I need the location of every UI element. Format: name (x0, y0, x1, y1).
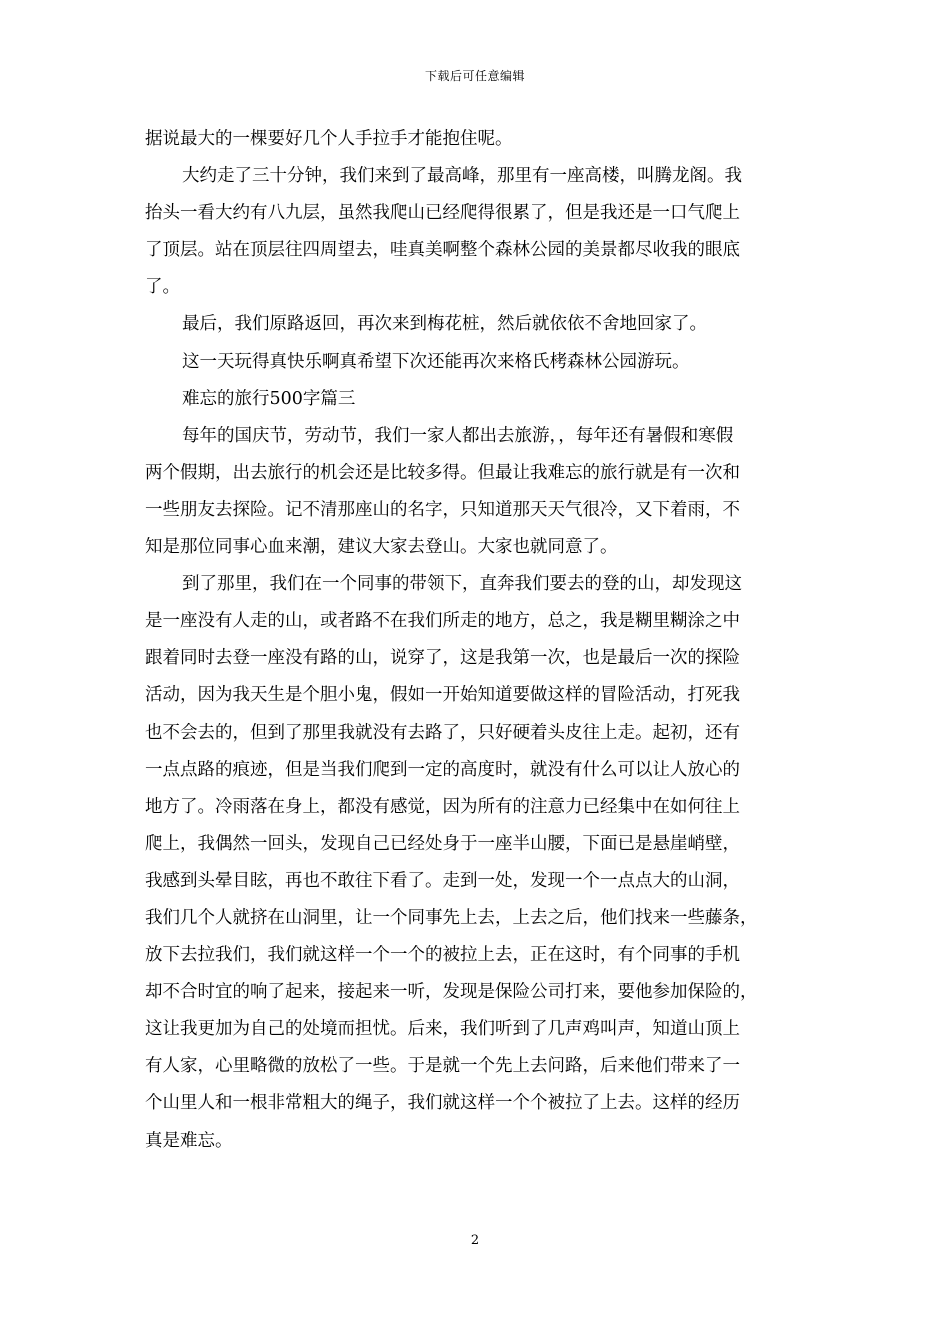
paragraph-first-line: 到了那里，我们在一个同事的带领下，直奔我们要去的登的山，却发现这 (182, 574, 742, 595)
text-line: 个山里人和一根非常粗大的绳子，我们就这样一个个被拉了上去。这样的经历 (145, 1093, 740, 1114)
text-line: 爬上，我偶然一回头，发现自己已经处身于一座半山腰，下面已是悬崖峭壁， (145, 833, 740, 854)
document-body (145, 121, 807, 1160)
text-line: 我感到头晕目眩，再也不敢往下看了。走到一处，发现一个一点点大的山洞， (145, 870, 740, 891)
text-line: 活动，因为我天生是个胆小鬼，假如一开始知道要做这样的冒险活动，打死我 (145, 685, 740, 706)
text-line: 却不合时宜的响了起来，接起来一听，发现是保险公司打来，要他参加保险的， (145, 982, 758, 1003)
text-line: 真是难忘。 (145, 1130, 233, 1151)
text-line: 两个假期，出去旅行的机会还是比较多得。但最让我难忘的旅行就是有一次和 (145, 462, 740, 483)
text-line: 是一座没有人走的山，或者路不在我们所走的地方，总之，我是糊里糊涂之中 (145, 611, 740, 632)
text-line: 也不会去的，但到了那里我就没有去路了，只好硬着头皮往上走。起初，还有 (145, 722, 740, 743)
text-line: 跟着同时去登一座没有路的山，说穿了，这是我第一次，也是最后一次的探险 (145, 648, 740, 669)
text-line: 我们几个人就挤在山洞里，让一个同事先上去，上去之后，他们找来一些藤条， (145, 907, 758, 928)
text-line: 这让我更加为自己的处境而担忧。后来，我们听到了几声鸡叫声，知道山顶上 (145, 1019, 740, 1040)
paragraph-first-line: 这一天玩得真快乐啊真希望下次还能再次来格氏栲森林公园游玩。 (182, 351, 690, 372)
text-line: 一点点路的痕迹，但是当我们爬到一定的高度时，就没有什么可以让人放心的 (145, 759, 740, 780)
text-line: 一些朋友去探险。记不清那座山的名字，只知道那天天气很冷，又下着雨，不 (145, 499, 740, 520)
text-line: 知是那位同事心血来潮，建议大家去登山。大家也就同意了。 (145, 537, 618, 558)
page-header: 下载后可任意编辑 (424, 69, 525, 83)
text-line: 有人家，心里略微的放松了一些。于是就一个先上去问路，后来他们带来了一 (145, 1056, 740, 1077)
paragraph-first-line: 最后，我们原路返回，再次来到梅花桩，然后就依依不舍地回家了。 (182, 314, 707, 335)
text-line: 抬头一看大约有八九层，虽然我爬山已经爬得很累了，但是我还是一口气爬上 (145, 203, 740, 224)
paragraph-first-line: 大约走了三十分钟，我们来到了最高峰，那里有一座高楼，叫腾龙阁。我 (182, 166, 742, 187)
text-line: 了顶层。站在顶层往四周望去，哇真美啊整个森林公园的美景都尽收我的眼底 (145, 240, 740, 261)
text-line: 放下去拉我们，我们就这样一个一个的被拉上去，正在这时，有个同事的手机 (145, 945, 740, 966)
page-number: 2 (470, 1233, 480, 1248)
text-line: 了。 (145, 277, 180, 298)
section-heading: 难忘的旅行500字篇三 (182, 388, 356, 409)
paragraph-first-line: 每年的国庆节，劳动节，我们一家人都出去旅游，，每年还有暑假和寒假 (182, 425, 734, 446)
text-line: 地方了。冷雨落在身上，都没有感觉，因为所有的注意力已经集中在如何往上 (145, 796, 740, 817)
text-line: 据说最大的一棵要好几个人手拉手才能抱住呢。 (145, 129, 513, 149)
